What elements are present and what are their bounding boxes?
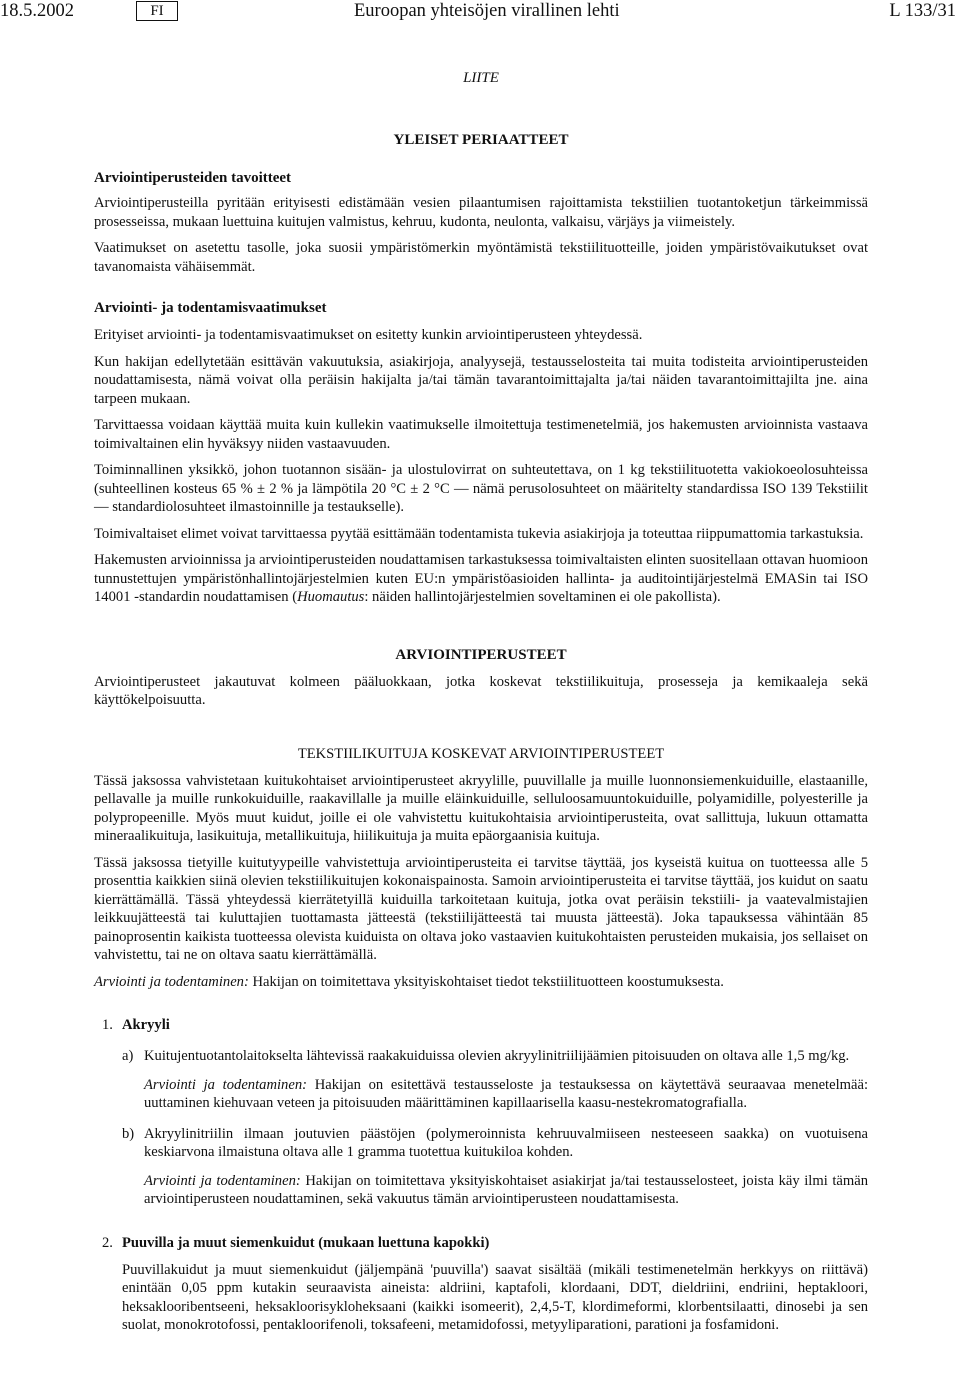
item-heading-cotton (94, 1233, 868, 1253)
subitem-a (122, 1047, 868, 1113)
subitem-b (122, 1125, 868, 1209)
paragraph (144, 1172, 868, 1209)
text-run: Hakemusten arvioinnissa ja arviointiperusteiden noudattamisen tarkastuksessa toimivaltaisten elinten suositellaan ottavan huomioon tunnustettujen ympäristönhallintojärjestelmien kuten EU:n ympäristöasioiden hallinta- ja auditointijärjestelmä EMASin tai ISO 14001 -standardin noudattamisen ( (94, 552, 868, 605)
main-title: YLEISET PERIAATTEET (393, 132, 569, 148)
item-heading-acrylic (94, 1015, 868, 1035)
emphasis: Arviointi ja todentaminen: (94, 973, 249, 990)
text-run: Hakijan on esitettävä testausseloste ja testauksessa on käytettävä seuraavaa menetelmää: uuttaminen kiehuvaan veteen ja pitoisuuden määrittäminen kapillaarisella kaasu-nestekromatografialla. (144, 1076, 868, 1111)
text-run: Hakijan on toimitettava yksityiskohtaiset tiedot tekstiilituotteen koostumuksesta. (248, 973, 724, 990)
paragraph: Vaatimukset on asetettu tasolle, joka suosii ympäristömerkin myöntämistä tekstiilituotteille, joiden ympäristövaikutukset ovat tavanomaista vähäisemmät. (94, 240, 868, 275)
item-title: Puuvilla ja muut siemenkuidut (mukaan luettuna kapokki) (122, 1234, 490, 1251)
paragraph: Akryylinitriilin ilmaan joutuvien päästöjen (polymeroinnista kehruuvalmiiseen nesteeseen saakka) on vuotuisena keskiarvona ilmaistuna oltava alle 1 gramma tuotettua kuitukiloa kohden. (144, 1125, 868, 1160)
emphasis: Arviointi ja todentaminen: (144, 1172, 301, 1189)
emphasis: Arviointi ja todentaminen: (144, 1076, 307, 1093)
paragraph: Toiminnallinen yksikkö, johon tuotannon sisään- ja ulostulovirrat on suhteutettava, on 1 kg tekstiilituotetta vakiokoeolosuhteissa (suhteellinen kosteus 65 % ± 2 % ja lämpötila 20 °C ± 2 °C — nämä perusolosuhteet on määritelty standardissa ISO 139 Tekstiilit — standardiolosuhteet ilmastoinnille ja testaukselle). (94, 462, 868, 515)
section-title-objectives: Arviointiperusteiden tavoitteet (94, 170, 292, 186)
paragraph: Kuitujentuotantolaitokselta lähtevissä raakakuiduissa olevien akryylinitriilijäämien pitoisuuden on oltava alle 1,5 mg/kg. (144, 1048, 850, 1064)
text-run: : näiden hallintojärjestelmien soveltaminen ei ole pakollista). (364, 589, 721, 605)
emphasis: Huomautus (297, 589, 365, 605)
annex-label: LIITE (463, 70, 499, 86)
document-body (94, 66, 868, 1335)
paragraph: Tässä jaksossa tietyille kuitutyypeille vahvistettuja arviointiperusteita ei tarvitse täyttää, jos kyseistä kuitua on tuotteessa alle 5 prosenttia kaikkien siinä olevien tekstiilikuitujen kokonaispainosta. Samoin arviointiperusteita ei tarvitse täyttää, jos kuidut on saatu kierrättämällä. Tässä yhteydessä kierrätetyillä kuiduilla tarkoitetaan kuituja, jotka ovat peräisin tekstiili- ja vaatevalmistajien leikkuujätteestä tai kuluttajien tuottamasta jätteestä (tekstiilijätteestä tai muusta jätteestä). Joka tapauksessa vähintään 85 painoprosentin kaikista tuotteessa olevista kuiduista on oltava joko vastaavien kuitukohtaisten perusteiden mukaisia, jos sellaiset on vahvistettu, tai ne on oltava saatu kierrättämällä. (94, 854, 868, 963)
paragraph: Tarvittaessa voidaan käyttää muita kuin kullekin vaatimukselle ilmoitettuja testimenetelmiä, jos hakemusten arvioinnista vastaava toimivaltainen elin hyväksyy niiden vastaavuuden. (94, 417, 868, 452)
item-title: Akryyli (122, 1017, 170, 1033)
page-header (0, 0, 960, 40)
paragraph: Kun hakijan edellytetään esittävän vakuutuksia, asiakirjoja, analyysejä, testausselosteita tai muita todisteita arviointiperusteiden noudattamisesta, nämä voivat olla peräisin hakijalta ja/tai tämän tavarantoimittajalta ja/tai näiden tavarantoimittajilta jne. aina tarpeen mukaan. (94, 353, 868, 407)
header-language-box: FI (136, 1, 178, 21)
paragraph: Puuvillakuidut ja muut siemenkuidut (jäljempänä 'puuvilla') saavat sisältää (mikäli testimenetelmän herkkyys on riittävä) enintään 0,05 ppm kutakin seuraavista aineista: aldriini, kaptafoli, klordaani, DDT, dieldriini, endriini, heptakloori, heksaklooribentseeni, heksakloorisykloheksaani (kaikki isomeerit), 2,4,5-T, klordimeformi, klorbentsilaatti, dinosebi ja sen suolat, monokrotofossi, pentakloorifenoli, toksafeeni, metamidofossi, metyyliparationi, parationi ja fosfamidoni. (122, 1261, 868, 1333)
paragraph: Tässä jaksossa vahvistetaan kuitukohtaiset arviointiperusteet akryylille, puuvillalle ja muille luonnonsiemenkuiduille, elastaanille, pellavalle ja muille runkokuiduille, raakavillalle ja muille eläinkuiduille, selluloosamuuntokuiduille, polyamidille, polyesterille ja polypropeenille. Myös muut kuidut, joille ei ole vahvistettu kuitukohtaisia arviointiperusteita, ovat sallittuja, lukuun ottamatta mineraalikuituja, lasikuituja, metallikuituja, hiilikuituja ja muita epäorgaanisia kuituja. (94, 772, 868, 844)
paragraph: Toimivaltaiset elimet voivat tarvittaessa pyytää esittämään todentamista tukevia asiakirjoja ja toteuttaa riippumattomia tarkastuksia. (94, 525, 864, 542)
paragraph (94, 973, 868, 992)
paragraph (94, 551, 868, 607)
header-date: 18.5.2002 (0, 1, 74, 21)
subitem-label: b) (122, 1125, 135, 1142)
paragraph (144, 1076, 868, 1113)
item-body (94, 1261, 868, 1335)
paragraph: Erityiset arviointi- ja todentamisvaatimukset on esitetty kunkin arviointiperusteen yhteydessä. (94, 327, 643, 343)
section-title-assessment: Arviointi- ja todentamisvaatimukset (94, 300, 327, 316)
paragraph: Arviointiperusteilla pyritään erityisesti edistämään vesien pilaantumisen rajoittamista tekstiilien tuotantoketjun tärkeimmissä prosesseissa, mukaan luettuina kuitujen valmistus, kehruu, kudonta, neulonta, valkaisu, värjäys ja viimeistely. (94, 195, 868, 230)
header-journal-title: Euroopan yhteisöjen virallinen lehti (354, 1, 620, 21)
subitem-label: a) (122, 1048, 134, 1064)
text-run: Hakijan on toimitettava yksityiskohtaiset asiakirjat ja/tai testausselosteet, joista käy ilmi tämän arviointiperusteen noudattaminen, sekä vakuutus tämän arviointiperusteen noudattamisesta. (144, 1172, 868, 1207)
section-title-fibres: TEKSTIILIKUITUJA KOSKEVAT ARVIOINTIPERUSTEET (297, 745, 665, 762)
section-title-criteria: ARVIOINTIPERUSTEET (395, 646, 567, 663)
paragraph: Arviointiperusteet jakautuvat kolmeen pääluokkaan, jotka koskevat tekstiilikuituja, prosesseja ja kemikaaleja sekä käyttökelpoisuutta. (94, 673, 868, 708)
item-number: 2. (102, 1234, 113, 1251)
item-number: 1. (102, 1017, 113, 1033)
header-page-number: L 133/31 (889, 1, 956, 21)
